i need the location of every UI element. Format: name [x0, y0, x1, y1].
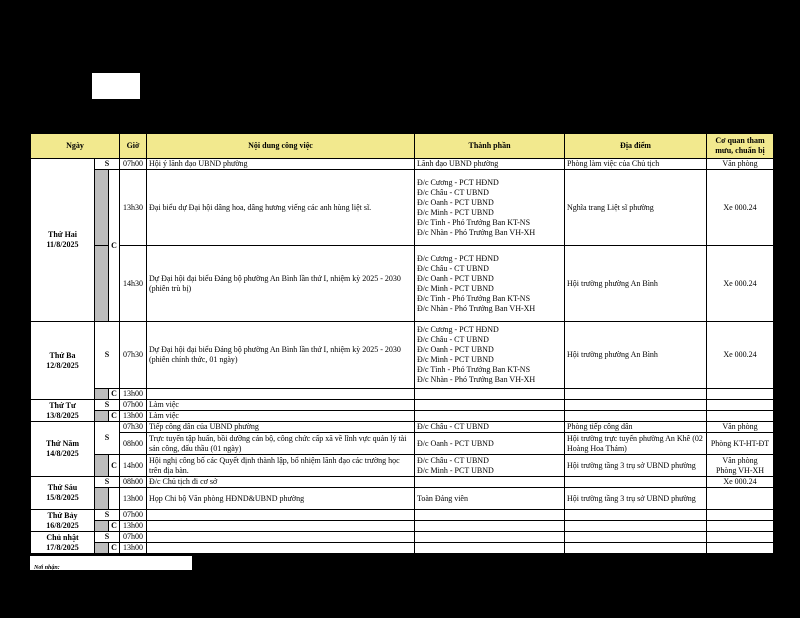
day-label: Thứ Năm 14/8/2025 [45, 439, 80, 458]
time-cell: 13h00 [120, 411, 147, 422]
session-afternoon: C [109, 170, 120, 322]
white-box [92, 73, 140, 99]
place-cell [565, 411, 707, 422]
grey-gutter [95, 543, 109, 554]
session-afternoon: C [109, 543, 120, 554]
members-cell [415, 543, 565, 554]
members-cell: Đ/c Cương - PCT HĐND Đ/c Châu - CT UBND Đ/c Oanh - PCT UBND Đ/c Minh - PCT UBND Đ/c Tình - Phó Trưởng Ban KT-NS Đ/c Nhàn - Phó Trưởng Ban VH-XH [415, 322, 565, 389]
members-cell [415, 389, 565, 400]
time-cell: 08h00 [120, 477, 147, 488]
place-cell [565, 477, 707, 488]
task-cell [147, 543, 415, 554]
org-cell [707, 488, 774, 510]
time-cell: 07h00 [120, 159, 147, 170]
header-gio: Giờ [120, 134, 147, 159]
place-cell [565, 389, 707, 400]
org-cell: Văn phòng [707, 159, 774, 170]
members-cell: Đ/c Cương - PCT HĐND Đ/c Châu - CT UBND Đ/c Oanh - PCT UBND Đ/c Minh - PCT UBND Đ/c Tình - Phó Trưởng Ban KT-NS Đ/c Nhàn - Phó Trưởng Ban VH-XH [415, 170, 565, 246]
org-cell: Xe 000.24 [707, 477, 774, 488]
time-cell: 13h00 [120, 389, 147, 400]
day-label: Thứ Sáu 15/8/2025 [46, 483, 79, 502]
org-cell [707, 532, 774, 543]
task-cell: Làm việc [147, 400, 415, 411]
time-cell: 07h30 [120, 422, 147, 433]
place-cell [565, 400, 707, 411]
session-afternoon: C [109, 411, 120, 422]
session-afternoon: C [109, 389, 120, 400]
day-label: Thứ Bảy 16/8/2025 [46, 510, 79, 530]
org-cell: Xe 000.24 [707, 170, 774, 246]
place-cell [565, 532, 707, 543]
recipients-label: Nơi nhận: [34, 565, 60, 571]
table-row [31, 488, 774, 510]
members-cell: Đ/c Oanh - PCT UBND [415, 433, 565, 455]
place-cell [565, 543, 707, 554]
task-cell: Dự Đại hội đại biểu Đảng bộ phường An Bình lần thứ I, nhiệm kỳ 2025 - 2030 (phiên chính thức, 01 ngày) [147, 322, 415, 389]
org-cell: Văn phòng [707, 422, 774, 433]
session-afternoon: C [109, 521, 120, 532]
place-cell: Hội trường trực tuyến phường An Khê (02 Hoàng Hoa Thám) [565, 433, 707, 455]
table-row [31, 246, 774, 322]
place-cell: Hội trường tầng 3 trụ sở UBND phường [565, 488, 707, 510]
grey-gutter [95, 455, 109, 477]
session-morning: S [95, 477, 120, 488]
place-cell: Hội trường phường An Bình [565, 322, 707, 389]
day-thursday [31, 422, 95, 477]
task-cell: Làm việc [147, 411, 415, 422]
org-cell [707, 400, 774, 411]
org-cell: Xe 000.24 [707, 246, 774, 322]
table-row [31, 322, 774, 389]
members-cell: Lãnh đạo UBND phường [415, 159, 565, 170]
org-cell: Xe 000.24 [707, 322, 774, 389]
members-cell: Toàn Đảng viên [415, 488, 565, 510]
task-cell: Đại biểu dự Đại hội dâng hoa, dâng hương viếng các anh hùng liệt sĩ. [147, 170, 415, 246]
day-wednesday [31, 400, 95, 422]
session-morning: S [95, 510, 120, 521]
grey-gutter [95, 170, 109, 246]
org-cell [707, 510, 774, 521]
grey-gutter [95, 521, 109, 532]
table-row [31, 400, 774, 411]
table-row [31, 521, 774, 532]
day-label: Thứ Ba 12/8/2025 [46, 350, 79, 370]
place-cell: Phòng tiếp công dân [565, 422, 707, 433]
header-thanhphan: Thành phần [415, 134, 565, 159]
header-diadiem: Địa điểm [565, 134, 707, 159]
place-cell: Hội trường tầng 3 trụ sở UBND phường [565, 455, 707, 477]
day-tuesday [31, 322, 95, 400]
members-cell: Đ/c Châu - CT UBND [415, 422, 565, 433]
org-cell: Phòng KT-HT-ĐT [707, 433, 774, 455]
task-cell: Đ/c Chủ tịch đi cơ sở [147, 477, 415, 488]
time-cell: 07h30 [120, 322, 147, 389]
table-row [31, 422, 774, 433]
time-cell: 08h00 [120, 433, 147, 455]
session-afternoon: C [109, 455, 120, 477]
org-cell: Văn phòng Phòng VH-XH [707, 455, 774, 477]
task-cell: Tiếp công dân của UBND phường [147, 422, 415, 433]
session-afternoon [109, 488, 120, 510]
time-cell: 13h00 [120, 543, 147, 554]
org-cell [707, 521, 774, 532]
members-cell [415, 521, 565, 532]
org-cell [707, 389, 774, 400]
header-coquan: Cơ quan tham mưu, chuẩn bị [707, 134, 774, 159]
day-sunday [31, 532, 95, 554]
day-label: Thứ Tư 13/8/2025 [46, 400, 79, 420]
members-cell [415, 510, 565, 521]
place-cell: Phòng làm việc của Chủ tịch [565, 159, 707, 170]
members-cell: Đ/c Cương - PCT HĐND Đ/c Châu - CT UBND Đ/c Oanh - PCT UBND Đ/c Minh - PCT UBND Đ/c Tình - Phó Trưởng Ban KT-NS Đ/c Nhàn - Phó Trưởng Ban VH-XH [415, 246, 565, 322]
members-cell [415, 411, 565, 422]
recipients-note [30, 556, 192, 570]
grey-gutter [95, 411, 109, 422]
table-row [31, 510, 774, 521]
members-cell: Đ/c Châu - CT UBND Đ/c Minh - PCT UBND [415, 455, 565, 477]
schedule-table-container [30, 133, 773, 554]
time-cell: 13h00 [120, 521, 147, 532]
place-cell [565, 510, 707, 521]
time-cell: 13h00 [120, 488, 147, 510]
grey-gutter [95, 389, 109, 400]
day-monday [31, 159, 95, 322]
place-cell: Nghĩa trang Liệt sĩ phường [565, 170, 707, 246]
table-row [31, 477, 774, 488]
members-cell [415, 400, 565, 411]
table-row [31, 411, 774, 422]
task-cell [147, 389, 415, 400]
members-cell [415, 532, 565, 543]
table-header-row [31, 134, 774, 159]
grey-gutter [95, 488, 109, 510]
table-row [31, 389, 774, 400]
session-morning: S [95, 322, 120, 389]
time-cell: 14h00 [120, 455, 147, 477]
table-row [31, 532, 774, 543]
table-row [31, 159, 774, 170]
session-morning: S [95, 422, 120, 455]
task-cell: Họp Chi bộ Văn phòng HĐND&UBND phường [147, 488, 415, 510]
schedule-table [30, 133, 774, 554]
task-cell [147, 521, 415, 532]
session-morning: S [95, 159, 120, 170]
day-label: Chủ nhật 17/8/2025 [46, 532, 79, 552]
day-label: Thứ Hai 11/8/2025 [46, 230, 79, 249]
time-cell: 07h00 [120, 400, 147, 411]
place-cell [565, 521, 707, 532]
members-cell [415, 477, 565, 488]
grey-gutter [95, 246, 109, 322]
time-cell: 13h30 [120, 170, 147, 246]
task-cell: Dự Đại hội đại biểu Đảng bộ phường An Bình lần thứ I, nhiệm kỳ 2025 - 2030 (phiên trù bị) [147, 246, 415, 322]
day-saturday [31, 510, 95, 532]
table-row [31, 170, 774, 246]
time-cell: 07h00 [120, 532, 147, 543]
header-ngay: Ngày [31, 134, 120, 159]
time-cell: 14h30 [120, 246, 147, 322]
table-row [31, 433, 774, 455]
header-noidung: Nội dung công việc [147, 134, 415, 159]
table-row [31, 543, 774, 554]
time-cell: 07h00 [120, 510, 147, 521]
session-morning: S [95, 400, 120, 411]
session-morning: S [95, 532, 120, 543]
org-cell [707, 543, 774, 554]
task-cell [147, 532, 415, 543]
org-cell [707, 411, 774, 422]
task-cell: Hội nghị công bố các Quyết định thành lập, bổ nhiệm lãnh đạo các trường học trên địa bàn. [147, 455, 415, 477]
place-cell: Hội trường phường An Bình [565, 246, 707, 322]
task-cell: Hội ý lãnh đạo UBND phường [147, 159, 415, 170]
task-cell [147, 510, 415, 521]
task-cell: Trực tuyến tập huấn, bồi dưỡng cán bộ, công chức cấp xã về lĩnh vực quản lý tài sản công, đấu thầu (01 ngày) [147, 433, 415, 455]
day-friday [31, 477, 95, 510]
table-row [31, 455, 774, 477]
